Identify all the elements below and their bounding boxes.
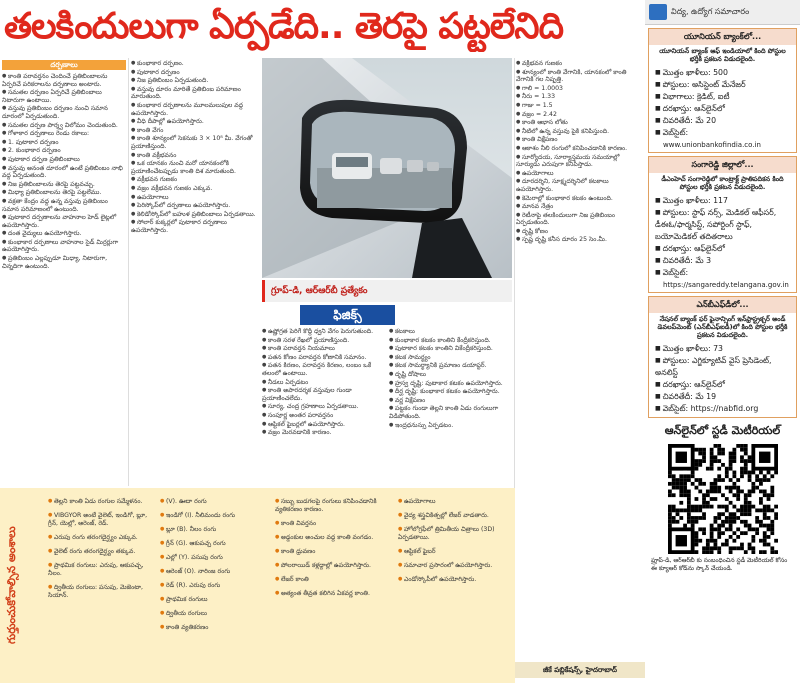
- text-item: ● ఆప్టికల్ ఫైబర్: [398, 548, 513, 556]
- text-item: ● మిధ్యా ప్రతిబింబాలను తెరపై పట్టలేము.: [2, 189, 126, 197]
- text-item: ● సంపూర్ణ అంతర పరావర్తనం: [262, 412, 386, 420]
- text-item: ● పెరిస్కోప్‌లో దర్పణాలు ఉపయోగిస్తారు.: [131, 202, 259, 210]
- job-field: ■ వెబ్‌సైట్: https://nabfid.org: [655, 403, 790, 415]
- text-item: ● నిజ ప్రతిబింబాలను తెరపై పట్టవచ్చు.: [2, 181, 126, 189]
- job-field: ■ వెబ్‌సైట్:: [655, 267, 790, 279]
- job-description: నేషనల్ బ్యాంక్ ఫర్ ఫైనాన్సింగ్ ఇన్‌ఫ్రాస్ట్రక్చర్ అండ్ డెవలప్‌మెంట్ (ఎన్‌బీఎఫ్‌ఐడీ)లో కింది పోస్టుల భర్తీకి ప్రకటన విడుదలైంది.: [657, 315, 788, 339]
- text-item: ● లేజర్ కాంతి: [275, 576, 393, 584]
- text-item: ● ద్వితీయ రంగులు: పసుపు, మెజెంటా, సియాన్.: [48, 584, 158, 600]
- job-field: ■ దరఖాస్తు: ఆన్‌లైన్‌లో: [655, 379, 790, 391]
- text-item: ● ఒక యానకం నుంచి మరో యానకంలోకి ప్రయాణించేటప్పుడు కాంతి దిశ మారుతుంది.: [131, 160, 259, 175]
- text-item: ● గాలి = 1.0003: [516, 85, 642, 93]
- text-item: ● సమతల దర్పణ పార్శ్వ విలోమం చెందుతుంది.: [2, 122, 126, 130]
- job-field: ■ చివరితేదీ: మే 20: [655, 115, 790, 127]
- text-item: ● హ్రస్వ దృష్టి: పుటాకార కటకం ఉపయోగిస్తారు.: [389, 380, 513, 388]
- text-item: ● ప్రాథమిక రంగులు: [160, 596, 270, 604]
- text-item: ● రెటీనాపై తలకిందులుగా నిజ ప్రతిబింబం ఏర్పడుతుంది.: [516, 212, 642, 227]
- text-item: ● బ్లూ (B). నీలం రంగు: [160, 526, 270, 534]
- text-item: ● కాంతి వక్రీభవనం: [131, 152, 259, 160]
- text-item: ● ఉపయోగాలు: [398, 498, 513, 506]
- text-item: ● పతన కిరణం, పరావర్తన కిరణం, లంబం ఒకే తలంలో ఉంటాయి.: [262, 362, 386, 377]
- job-website-link[interactable]: www.unionbankofindia.co.in: [663, 141, 761, 149]
- text-item: ● కాంతి ఆభాస లోతు: [516, 119, 642, 127]
- text-item: ● ఇంద్రధనుస్సు ఏర్పడటం.: [389, 422, 513, 430]
- text-item: ● కాంతి వివర్తనం: [275, 520, 393, 528]
- text-item: ● వజ్రం మెరవడానికి కారణం.: [262, 429, 386, 437]
- text-item: ● కెమెరాల్లో కుంభాకార కటకం ఉంటుంది.: [516, 195, 642, 203]
- text-item: ● పతన కోణం పరావర్తన కోణానికి సమానం.: [262, 354, 386, 362]
- text-item: ● దృష్టి కోణం: [516, 228, 642, 236]
- job-notice: [648, 156, 797, 293]
- text-item: ● సబ్బు బుడగలపై రంగులు కనిపించడానికి వ్యతికరణం కారణం.: [275, 498, 393, 514]
- key-points-col-3: [275, 492, 393, 680]
- text-item: ● కాంతి శూన్యంలో సెకనుకు 3 × 10⁸ మీ. వేగంతో ప్రయాణిస్తుంది.: [131, 135, 259, 150]
- job-field: ■ మొత్తం ఖాళీలు: 73: [655, 343, 790, 355]
- right-items: [516, 60, 642, 244]
- text-item: ● వజ్రం వక్రీభవన గుణకం ఎక్కువ.: [131, 185, 259, 193]
- job-description: యూనియన్ బ్యాంక్ ఆఫ్ ఇండియాలో కింది పోస్టుల భర్తీకి ప్రకటన విడుదలైంది.: [659, 47, 786, 63]
- online-study-title: ఆన్‌లైన్‌లో స్టడీ మెటీరియల్: [664, 424, 781, 437]
- text-item: ● ఎరుపు రంగు తరంగదైర్ఘ్యం ఎక్కువ.: [48, 534, 158, 542]
- qr-note: ఫ్రూప్-డి, ఆర్ఆర్‌బీ కు సంబంధించిన స్టడీ మెటీరియల్ కోసం ఈ క్యూఆర్ కోడ్‌ను స్కాన్ చేయండి.: [651, 557, 788, 572]
- side-mirror-photo: [262, 58, 512, 278]
- text-item: ● మానవ నేత్రం: [516, 203, 642, 211]
- text-item: ● వైలెట్ రంగు తరంగదైర్ఘ్యం తక్కువ.: [48, 548, 158, 556]
- text-item: ● నీడలు ఏర్పడటం: [262, 379, 386, 387]
- text-item: ● నీరు = 1.33: [516, 93, 642, 101]
- text-item: ● దృష్టి దోషాలు: [389, 371, 513, 379]
- job-title: సంగారెడ్డి జిల్లాలో...: [649, 157, 796, 173]
- text-item: ● 1. పుటాకార దర్పణం: [2, 139, 126, 147]
- center-left-column: [262, 328, 386, 486]
- text-item: ● సమాచార ప్రసారంలో ఉపయోగిస్తారు.: [398, 562, 513, 570]
- left-items: [2, 73, 126, 270]
- right-column: [516, 60, 642, 658]
- text-item: ● సోలార్ కుక్కర్లలో పుటాకార దర్పణాలు ఉపయోగిస్తారు.: [131, 219, 259, 234]
- job-title: ఎన్‌బీఎఫ్‌డీలో...: [649, 297, 796, 313]
- text-item: ● వస్తువు ప్రతిబింబం దర్పణం నుంచి సమాన దూరంలో ఏర్పడుతుంది.: [2, 105, 126, 120]
- text-item: ● పట్టకం గుండా తెల్లని కాంతి ఏడు రంగులుగా విడిపోతుంది.: [389, 405, 513, 420]
- text-item: ● కుంభాకార దర్పణం.: [131, 60, 259, 68]
- text-item: ● వక్రీభవన గుణకం: [516, 60, 642, 68]
- text-item: ● నిజ ప్రతిబింబం ఏర్పడుతుంది.: [131, 77, 259, 85]
- text-item: ● అత్యంత తీవ్రత కలిగిన ఏకవర్ణ కాంతి.: [275, 590, 393, 598]
- text-item: ● నీటిలో ఉన్న వస్తువు పైకి కనిపిస్తుంది.: [516, 128, 642, 136]
- sidebar-header-label: విద్య, ఉద్యోగ సమాచారం: [671, 7, 750, 16]
- job-field: ■ దరఖాస్తు: ఆన్‌లైన్‌లో: [655, 103, 790, 115]
- job-field: ■ మొత్తం ఖాళీలు: 500: [655, 67, 790, 79]
- text-item: ● ఉపయోగాలు: [516, 170, 642, 178]
- jobs-sidebar: [645, 0, 800, 683]
- text-item: ● పుటాకార దర్పణం: [131, 69, 259, 77]
- text-item: ● వైద్య శస్త్రచికిత్సల్లో లేజర్ వాడతారు.: [398, 512, 513, 520]
- center-right-items: [389, 328, 513, 429]
- text-item: ● ఉష్ణోగ్రత పెరిగే కొద్దీ ధ్వని వేగం పెరుగుతుంది.: [262, 328, 386, 336]
- job-field: ■ మొత్తం ఖాళీలు: 117: [655, 195, 790, 207]
- job-field: ■ చివరితేదీ: మే 3: [655, 255, 790, 267]
- text-item: ● గోళాకార దర్పణాలు రెండు రకాలు:: [2, 130, 126, 138]
- text-item: ● కటకాలు: [389, 328, 513, 336]
- text-item: ● వజ్రం = 2.42: [516, 111, 642, 119]
- text-item: ● కాంతి విక్షేపణం: [516, 136, 642, 144]
- sidebar-header: [645, 0, 800, 25]
- job-field: ■ పోస్టులు: ఎగ్జిక్యూటివ్ వైస్ ప్రెసిడెంట్, అనలిస్ట్: [655, 355, 790, 379]
- text-item: ● సమతల దర్పణం ఏర్పరిచే ప్రతిబింబాలు నిటారుగా ఉంటాయి.: [2, 89, 126, 104]
- text-item: ● కాంతి పరావర్తనం చెందించే ప్రతిబింబాలను ఏర్పరిచే పరికరాలను దర్పణాలు అంటారు.: [2, 73, 126, 88]
- text-item: ● ఎండోస్కోపీలో ఉపయోగిస్తారు.: [398, 576, 513, 584]
- publisher-credit: జీకే పబ్లికేషన్స్, హైదరాబాద్: [515, 662, 645, 678]
- text-item: ● దంత వైద్యులు ఉపయోగిస్తారు.: [2, 230, 126, 238]
- text-item: ● ఎల్లో (Y). పసుపు రంగు: [160, 554, 270, 562]
- job-field: ■ వెబ్‌సైట్:: [655, 127, 790, 139]
- text-item: ● సూర్య, చంద్ర గ్రహణాలు ఏర్పడతాయి.: [262, 403, 386, 411]
- text-item: ● గ్రీన్ (G). ఆకుపచ్చ రంగు: [160, 540, 270, 548]
- text-item: ● కుంభాకార కటకం కాంతిని కేంద్రీకరిస్తుంది.: [389, 337, 513, 345]
- text-item: ● ఇండిగో (I). నీలిమందు రంగు: [160, 512, 270, 520]
- text-item: ● స్పష్ట దృష్టి కనీస దూరం 25 సెం.మీ.: [516, 236, 642, 244]
- text-item: ● ఆరెంజ్ (O). నారింజ రంగు: [160, 568, 270, 576]
- job-description: డీఎంహెచ్ సంగారెడ్డిలో కాంట్రాక్ట్ ప్రాతిపదికన కింది పోస్టుల భర్తీకి ప్రకటన విడుదలైంది.: [661, 175, 784, 191]
- text-item: ● పుటాకార దర్పణాలను వాహనాల హెడ్ లైట్లలో ఉపయోగిస్తారు.: [2, 214, 126, 229]
- text-item: ● వర్ణ విక్షేపణం: [389, 397, 513, 405]
- key-points-col-4: [398, 492, 513, 680]
- job-title: యూనియన్ బ్యాంక్‌లో...: [649, 29, 796, 45]
- text-item: ● గాజు = 1.5: [516, 102, 642, 110]
- text-item: ● VIBGYOR అంటే వైలెట్, ఇండిగో, బ్లూ, గ్రీన్, యెల్లో, ఆరెంజ్, రెడ్.: [48, 512, 158, 528]
- topic-label: ఫిజిక్స్: [300, 305, 395, 325]
- text-item: ● ఆకాశం నీలి రంగులో కనిపించడానికి కారణం.: [516, 145, 642, 153]
- job-field: ■ విభాగాలు: క్రెడిట్, ఐటీ: [655, 91, 790, 103]
- text-item: ● వీధి దీపాల్లో ఉపయోగిస్తారు.: [131, 118, 259, 126]
- text-item: ● కుంభాకార దర్పణాలు వాహనాల సైడ్ మిర్రర్లుగా ఉపయోగిస్తారు.: [2, 239, 126, 254]
- key-points-title: గుర్తుంచుకోవాల్సిన అంశాలు: [5, 526, 18, 644]
- text-item: ● అడ్డంకుల అంచుల వద్ద కాంతి వంగడం.: [275, 534, 393, 542]
- qr-code-icon[interactable]: [668, 444, 778, 554]
- text-item: ● ప్రాథమిక రంగులు: ఎరుపు, ఆకుపచ్చ, నీలం.: [48, 562, 158, 578]
- job-fields: [649, 65, 796, 141]
- text-item: ● దూరదర్శిని, సూక్ష్మదర్శినిలో కటకాలు ఉపయోగిస్తారు.: [516, 178, 642, 193]
- text-item: ● దీర్ఘ దృష్టి: కుంభాకార కటకం ఉపయోగిస్తారు.: [389, 388, 513, 396]
- text-item: ● ఉపయోగాలు: [131, 194, 259, 202]
- job-website-link[interactable]: https://sangareddy.telangana.gov.in: [663, 281, 789, 289]
- text-item: ● కెలిడోస్కోప్‌లో బహుళ ప్రతిబింబాలు ఏర్పడతాయి.: [131, 211, 259, 219]
- text-item: ● తెల్లని కాంతి ఏడు రంగుల సమ్మేళనం.: [48, 498, 158, 506]
- text-item: ● కుంభాకార దర్పణాలను మూలమలుపుల వద్ద ఉపయోగిస్తారు.: [131, 102, 259, 117]
- text-item: ● హోలోగ్రఫీలో త్రిమితీయ చిత్రాలు (3D) ఏర్పడతాయి.: [398, 526, 513, 542]
- text-item: ● రెడ్ (R). ఎరుపు రంగు: [160, 582, 270, 590]
- job-fields: [649, 193, 796, 281]
- newspaper-logo-icon: [649, 4, 667, 20]
- left-column: [2, 60, 126, 484]
- job-field: ■ దరఖాస్తు: ఆఫ్‌లైన్‌లో: [655, 243, 790, 255]
- text-item: ● వస్తువు దూరం మారితే ప్రతిబింబ పరిమాణం మారుతుంది.: [131, 86, 259, 101]
- text-item: ● శూన్యంలో కాంతి వేగానికి, యానకంలో కాంతి వేగానికి గల నిష్పత్తి.: [516, 69, 642, 84]
- text-item: ● 2. కుంభాకార దర్పణం: [2, 147, 126, 155]
- text-item: ● ప్రతిబింబం ఎల్లప్పుడూ మిధ్యా, నిటారుగా, చిన్నదిగా ఉంటుంది.: [2, 255, 126, 270]
- center-right-column: [389, 328, 513, 486]
- text-item: ● కటక సామర్థ్యానికి ప్రమాణం డయాప్టర్.: [389, 362, 513, 370]
- text-item: ● వస్తువు అనంత దూరంలో ఉంటే ప్రతిబింబం నాభి వద్ద ఏర్పడుతుంది.: [2, 165, 126, 180]
- text-item: ● కాంతి ధ్రువణం: [275, 548, 393, 556]
- key-points-col-1: [48, 492, 158, 680]
- job-fields: [649, 341, 796, 417]
- text-item: ● కాంతి వేగం: [131, 127, 259, 135]
- job-notice: [648, 28, 797, 153]
- text-item: ● కాంతి పరావర్తన నియమాలు: [262, 345, 386, 353]
- text-item: ● కాంతి వ్యతికరణం: [160, 624, 270, 632]
- job-field: ■ పోస్టులు: స్టాఫ్ నర్స్, మెడికల్ ఆఫీసర్, డీఈఓ/ఫార్మసిస్ట్, సపోర్టింగ్ స్టాఫ్, బయోమెడికల్ తదితరాలు: [655, 207, 790, 243]
- text-item: ● ఆప్టికల్ ఫైబర్లలో ఉపయోగిస్తారు.: [262, 421, 386, 429]
- key-points-col-2: [160, 492, 270, 680]
- text-item: ● కాంతి సరళ రేఖలో ప్రయాణిస్తుంది.: [262, 337, 386, 345]
- text-item: ● వక్రీభవన గుణకం: [131, 176, 259, 184]
- middle-column: [131, 60, 259, 484]
- job-notice: [648, 296, 797, 418]
- exam-tag: గ్రూప్-డి, ఆర్ఆర్‌బీ ప్రత్యేకం: [262, 280, 512, 302]
- text-item: ● పుటాకార కటకం కాంతిని వికేంద్రీకరిస్తుంది.: [389, 345, 513, 353]
- middle-items: [131, 60, 259, 234]
- text-item: ● (V). ఊదా రంగు: [160, 498, 270, 506]
- text-item: ● పోలరాయిడ్ కళ్లద్దాల్లో ఉపయోగిస్తారు.: [275, 562, 393, 570]
- job-notices: [645, 28, 800, 418]
- text-item: ● కాంతి అపారదర్శక వస్తువుల గుండా ప్రయాణించలేదు.: [262, 387, 386, 402]
- center-left-items: [262, 328, 386, 437]
- text-item: ● ద్వితీయ రంగులు: [160, 610, 270, 618]
- job-field: ■ చివరితేదీ: మే 19: [655, 391, 790, 403]
- text-item: ● పుటాకార దర్పణ ప్రతిబింబాలు: [2, 156, 126, 164]
- section-heading: దర్పణాలు: [2, 60, 126, 70]
- text-item: ● వక్రతా కేంద్రం వద్ద ఉన్న వస్తువు ప్రతిబింబం సమాన పరిమాణంలో ఉంటుంది.: [2, 198, 126, 213]
- headline: తలకిందులుగా ఏర్పడేది.. తెరపై పట్టలేనిది: [4, 6, 563, 47]
- text-item: ● కటక సామర్థ్యం: [389, 354, 513, 362]
- job-field: ■ పోస్టులు: అసిస్టెంట్ మేనేజర్: [655, 79, 790, 91]
- text-item: ● సూర్యోదయ, సూర్యాస్తమయ సమయాల్లో సూర్యుడు ఎరుపుగా కనిపిస్తాడు.: [516, 154, 642, 169]
